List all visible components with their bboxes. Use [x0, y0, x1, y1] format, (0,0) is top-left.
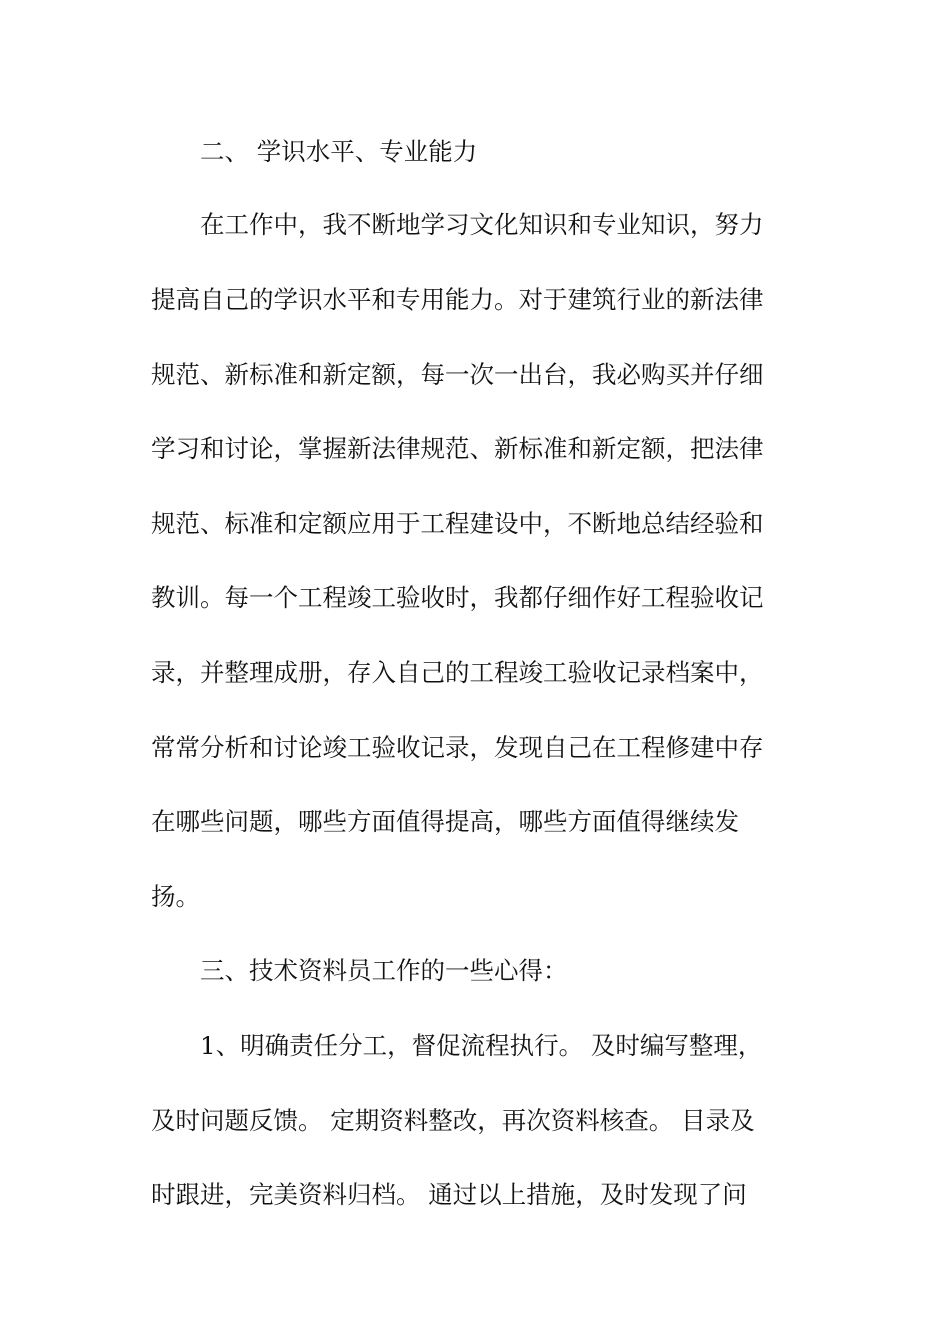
- paragraph-line: 常常分析和讨论竣工验收记录，发现自己在工程修建中存: [151, 733, 764, 762]
- paragraph-line: 时跟进，完美资料归档。 通过以上措施，及时发现了问: [151, 1180, 747, 1209]
- paragraph-line: 规范、新标准和新定额，每一次一出台，我必购买并仔细: [151, 360, 764, 389]
- paragraph-line: 规范、标准和定额应用于工程建设中，不断地总结经验和: [151, 509, 764, 538]
- paragraph-line: 在工作中，我不断地学习文化知识和专业知识，努力: [200, 210, 764, 239]
- paragraph-line: 教训。每一个工程竣工验收时，我都仔细作好工程验收记: [151, 583, 764, 612]
- paragraph-line: 扬。: [151, 882, 200, 911]
- section-heading-2: 二、 学识水平、专业能力: [200, 137, 478, 166]
- paragraph-line: 1、明确责任分工，督促流程执行。 及时编写整理，: [200, 1031, 763, 1060]
- paragraph-line: 录，并整理成册，存入自己的工程竣工验收记录档案中，: [151, 658, 764, 687]
- section-heading-3: 三、技术资料员工作的一些心得：: [200, 956, 568, 985]
- paragraph-line: 及时问题反馈。 定期资料整改，再次资料核查。 目录及: [151, 1106, 755, 1135]
- paragraph-line: 提高自己的学识水平和专用能力。对于建筑行业的新法律: [151, 285, 764, 314]
- paragraph-line: 在哪些问题，哪些方面值得提高，哪些方面值得继续发: [151, 807, 739, 836]
- paragraph-line: 学习和讨论，掌握新法律规范、新标准和新定额，把法律: [151, 434, 764, 463]
